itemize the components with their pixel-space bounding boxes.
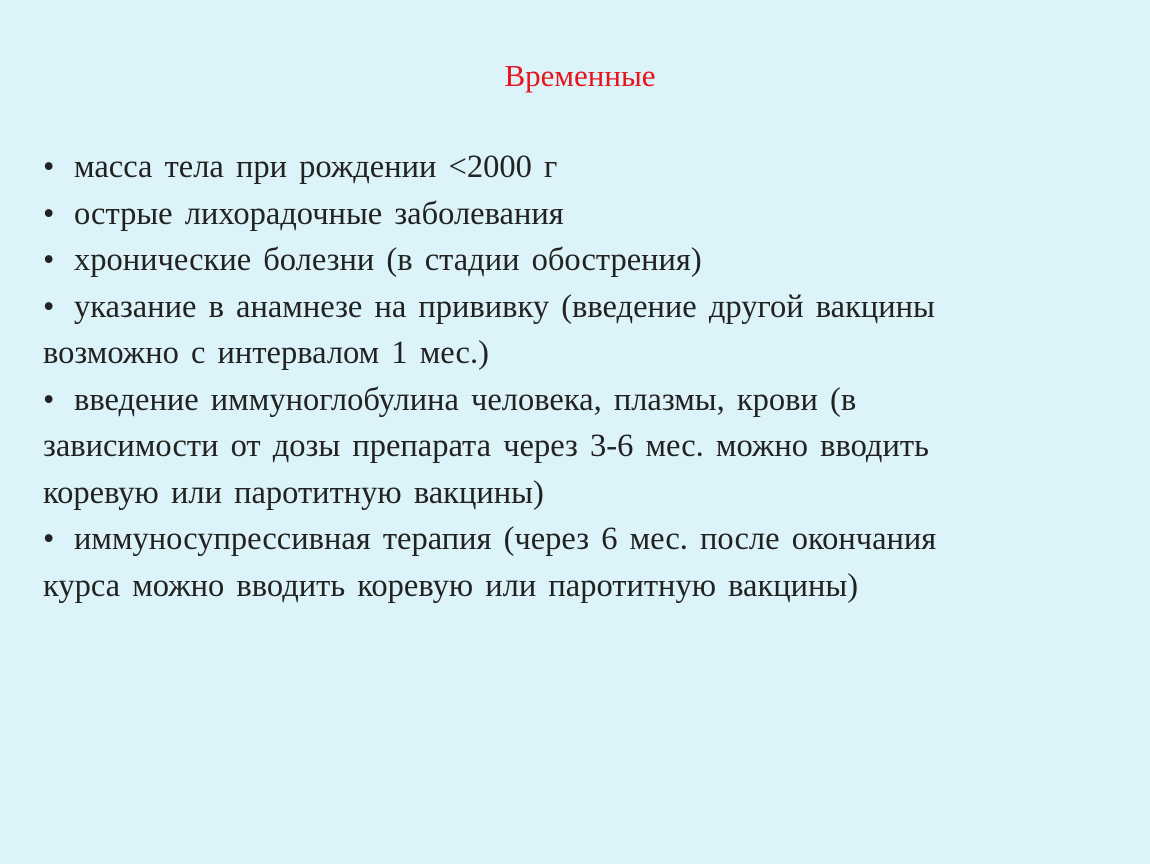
bullet-icon: • [43, 521, 55, 557]
bullet-icon: • [43, 195, 55, 232]
slide-title: Временные [504, 58, 656, 93]
list-item-text: коревую или паротитную вакцины) [43, 474, 544, 511]
list-item-text: указание в анамнезе на прививку (введение другой вакцины [74, 288, 935, 325]
list-item-text: хронические болезни (в стадии обострения) [74, 242, 702, 278]
list-item-text: зависимости от дозы препарата через 3-6 мес. можно вводить [43, 428, 929, 464]
bullet-icon: • [43, 242, 55, 278]
list-item-text: иммуносупрессивная терапия (через 6 мес. после окончания [74, 521, 937, 557]
list-item-continuation [43, 423, 1118, 470]
contraindications-list [43, 144, 1118, 609]
list-item-text: введение иммуноглобулина человека, плазмы, крови (в [74, 381, 857, 418]
bullet-icon: • [43, 149, 55, 185]
list-item-vaccination-history [43, 284, 1118, 331]
list-item-immunoglobulin [43, 377, 1118, 424]
list-item-text: острые лихорадочные заболевания [74, 195, 564, 232]
list-item-text: масса тела при рождении <2000 г [74, 149, 558, 185]
list-item-text: возможно с интервалом 1 мес.) [43, 335, 489, 371]
list-item-acute-febrile [43, 191, 1118, 238]
bullet-icon: • [43, 288, 55, 325]
list-item-continuation [43, 470, 1118, 517]
list-item-chronic-disease [43, 237, 1118, 284]
bullet-icon: • [43, 381, 55, 418]
list-item-continuation [43, 330, 1118, 377]
list-item-text: курса можно вводить коревую или паротитную вакцины) [43, 567, 859, 604]
list-item-continuation [43, 563, 1118, 610]
list-item-immunosuppressive [43, 516, 1118, 563]
list-item-birth-weight [43, 144, 1118, 191]
